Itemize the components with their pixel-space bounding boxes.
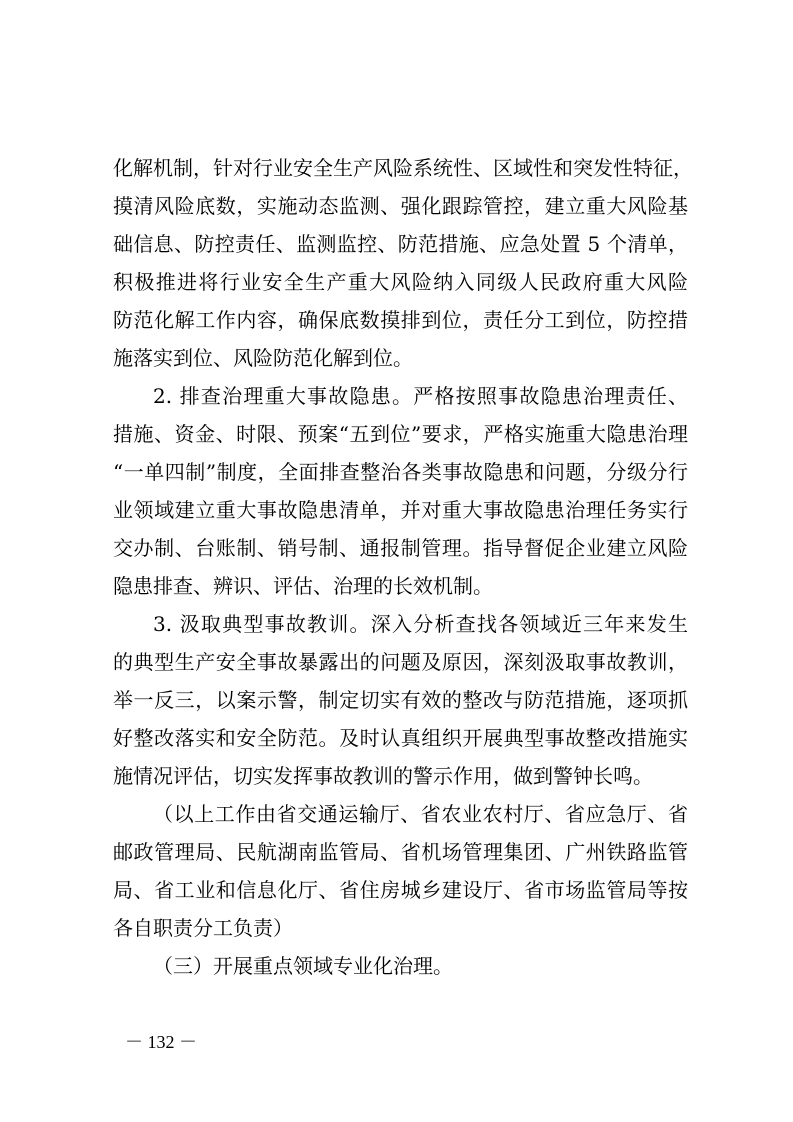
- text-line: 各自职责分工负责）: [113, 916, 293, 940]
- text-line: 积极推进将行业安全生产重大风险纳入同级人民政府重大风险: [113, 270, 688, 294]
- section-2-heading-line: 2. 排查治理重大事故隐患。严格按照事故隐患治理责任、: [153, 384, 688, 408]
- responsibility-note-line: （以上工作由省交通运输厅、省农业农村厅、省应急厅、省: [153, 802, 688, 826]
- text-line: 交办制、台账制、销号制、通报制管理。指导督促企业建立风险: [113, 536, 688, 560]
- text-line: 邮政管理局、民航湖南监管局、省机场管理集团、广州铁路监管: [113, 840, 688, 864]
- text-line: 隐患排查、辨识、评估、治理的长效机制。: [113, 574, 493, 598]
- text-line: 化解机制，针对行业安全生产风险系统性、区域性和突发性特征，: [113, 156, 693, 180]
- text-line: 业领域建立重大事故隐患清单，并对重大事故隐患治理任务实行: [113, 498, 688, 522]
- text-line: 措施、资金、时限、预案“五到位”要求，严格实施重大隐患治理: [113, 422, 688, 446]
- text-line: 施落实到位、风险防范化解到位。: [113, 346, 413, 370]
- page-number: － 132 －: [125, 1032, 197, 1052]
- text-line: 摸清风险底数，实施动态监测、强化跟踪管控，建立重大风险基: [113, 194, 688, 218]
- text-line: 局、省工业和信息化厅、省住房城乡建设厅、省市场监管局等按: [113, 878, 688, 902]
- text-line: 础信息、防控责任、监测监控、防范措施、应急处置 5 个清单，: [113, 232, 688, 256]
- text-line: 防范化解工作内容，确保底数摸排到位，责任分工到位，防控措: [113, 308, 688, 332]
- document-body: [113, 149, 693, 985]
- text-line: 举一反三，以案示警，制定切实有效的整改与防范措施，逐项抓: [113, 688, 688, 712]
- text-line: 的典型生产安全事故暴露出的问题及原因，深刻汲取事故教训，: [113, 650, 688, 674]
- text-line: 好整改落实和安全防范。及时认真组织开展典型事故整改措施实: [113, 726, 688, 750]
- section-3-heading-line: 3. 汲取典型事故教训。深入分析查找各领域近三年来发生: [153, 612, 688, 636]
- text-line: “一单四制”制度，全面排查整治各类事故隐患和问题，分级分行: [113, 460, 688, 484]
- subsection-heading: （三）开展重点领域专业化治理。: [153, 954, 453, 978]
- text-line: 施情况评估，切实发挥事故教训的警示作用，做到警钟长鸣。: [113, 764, 653, 788]
